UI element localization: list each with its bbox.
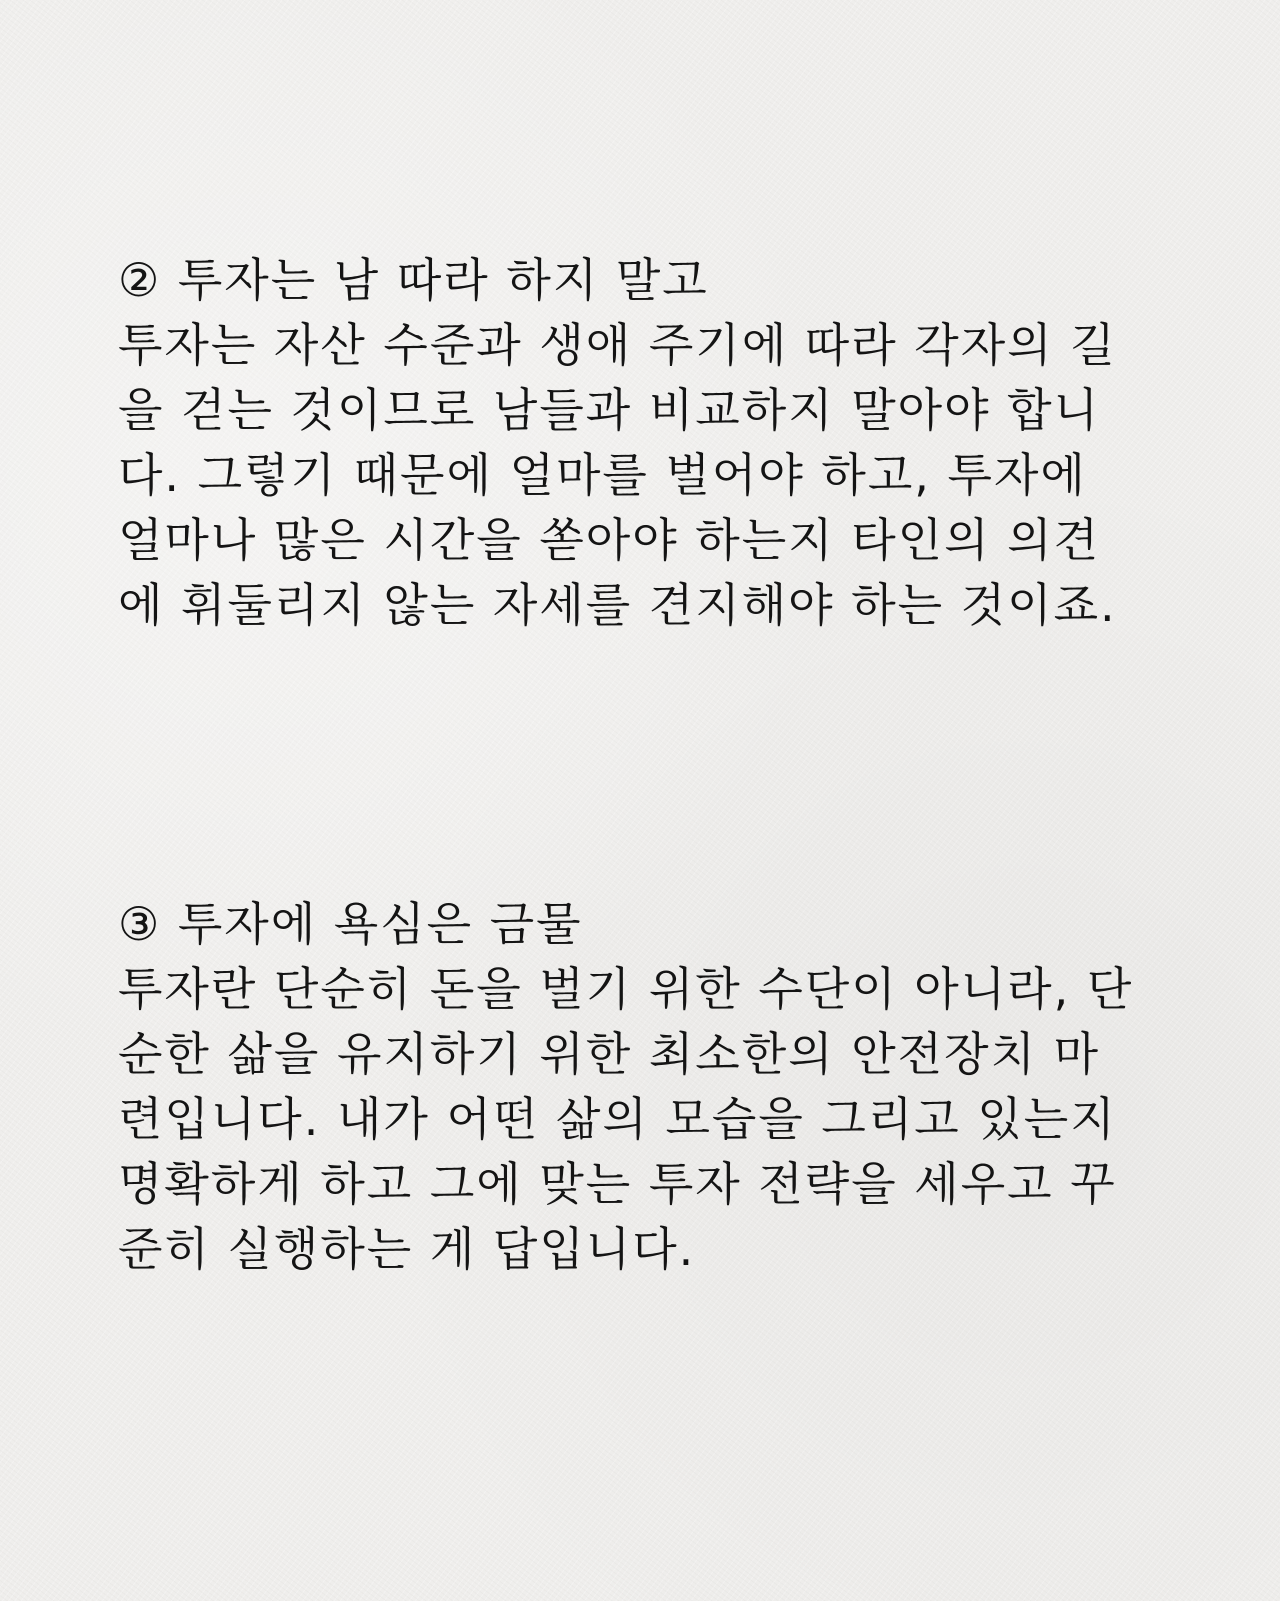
section-investing-independently (118, 248, 1168, 638)
body-line: 명확하게 하고 그에 맞는 투자 전략을 세우고 꾸 (118, 1157, 1117, 1211)
body-line: 투자는 자산 수준과 생애 주기에 따라 각자의 길 (118, 318, 1117, 372)
section-heading: ③ 투자에 욕심은 금물 (118, 897, 583, 951)
section-no-greed (118, 892, 1168, 1282)
section-heading: ② 투자는 남 따라 하지 말고 (118, 253, 709, 307)
body-line: 련입니다. 내가 어떤 삶의 모습을 그리고 있는지 (118, 1092, 1117, 1146)
body-line: 다. 그렇기 때문에 얼마를 벌어야 하고, 투자에 (118, 448, 1087, 502)
body-line: 에 휘둘리지 않는 자세를 견지해야 하는 것이죠. (118, 578, 1117, 632)
body-line: 투자란 단순히 돈을 벌기 위한 수단이 아니라, 단 (118, 962, 1134, 1016)
body-line: 을 걷는 것이므로 남들과 비교하지 말아야 합니 (118, 383, 1101, 437)
body-line: 얼마나 많은 시간을 쏟아야 하는지 타인의 의견 (118, 513, 1101, 567)
body-line: 순한 삶을 유지하기 위한 최소한의 안전장치 마 (118, 1027, 1101, 1081)
body-line: 준히 실행하는 게 답입니다. (118, 1222, 696, 1276)
